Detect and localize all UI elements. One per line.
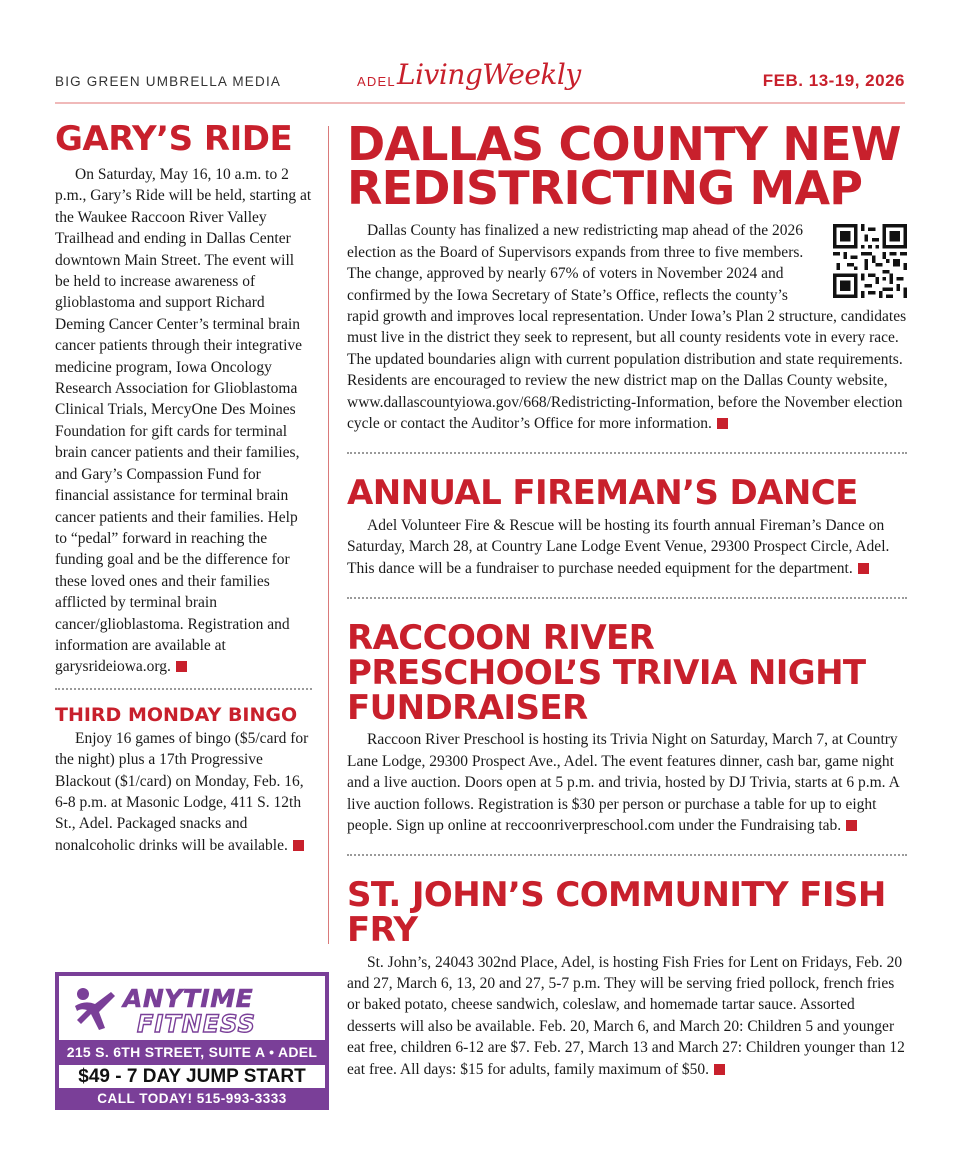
column-divider	[328, 126, 329, 944]
ad-brand-line1: ANYTIME	[123, 984, 254, 1013]
article-garys-ride	[55, 119, 312, 678]
end-mark-icon	[714, 1064, 725, 1075]
ad-address: 215 S. 6TH STREET, SUITE A • ADEL	[66, 1044, 318, 1060]
article-headline: THIRD MONDAY BINGO	[55, 703, 298, 726]
article-headline: DALLAS COUNTY NEW REDISTRICTING MAP	[347, 117, 901, 216]
article-body-text: Enjoy 16 games of bingo ($5/card for the night) plus a 17th Progressive Blackout ($1/card) on Monday, Feb. 16, 6-8 p.m. at Masonic Lodge, 411 S. 12th St., Adel. Packaged snacks and nonalcoholic drinks will be available.	[55, 729, 309, 854]
issue-date: FEB. 13-19, 2026	[762, 71, 905, 90]
end-mark-icon	[176, 661, 187, 672]
article-body-text: St. John’s, 24043 302nd Place, Adel, is hosting Fish Fries for Lent on Fridays, Feb. 20 and 27, March 6, 13, 20 and 27, 5-7 p.m. They will be serving fried pollock, french fries or baked potato, cheese sandwich, coleslaw, and homemade tartar sauce. Assorted desserts will also be available. Feb. 20, March 6, and March 20: Children 5 and younger eat free, children 6-12 are $7. Feb. 27, March 13 and March 27: Children younger than 12 eat free. All days: $15 for adults, family maximum of $50.	[347, 953, 905, 1078]
masthead-divider	[55, 102, 905, 104]
article-body	[347, 952, 907, 1080]
publication-title: LivingWeekly	[397, 58, 581, 91]
article-headline: ANNUAL FIREMAN’S DANCE	[347, 473, 858, 514]
article-divider	[347, 597, 907, 599]
article-fishfry	[347, 875, 907, 1080]
article-fireman	[347, 473, 907, 579]
article-divider	[55, 688, 312, 690]
article-headline: RACCOON RIVER PRESCHOOL’S TRIVIA NIGHT FUNDRAISER	[347, 618, 866, 728]
edition-city: ADEL	[357, 74, 396, 89]
article-body	[55, 728, 312, 856]
qr-code-icon[interactable]	[833, 224, 907, 298]
article-body	[347, 220, 907, 434]
article-headline: GARY’S RIDE	[55, 119, 293, 159]
article-body-text: On Saturday, May 16, 10 a.m. to 2 p.m., Gary’s Ride will be held, starting at the Waukee Raccoon River Valley Trailhead and ending in Dallas Center downtown Main Street. The event will be held to increase awareness of glioblastoma and support Richard Deming Cancer Center’s terminal brain cancer patients through their integrative medicine program, Iowa Oncology Research Association for Glioblastoma Clinical Trials, MercyOne Des Moines Foundation for gift cards for terminal brain cancer patients and their families, and Gary’s Compassion Fund for financial assistance for terminal brain cancer patients and their families. Help to “pedal” forward in reaching the funding goal and be the difference for these loved ones and their families afflicted by terminal brain cancer/glioblastoma. Registration and information are available at garysrideiowa.org.	[55, 166, 312, 676]
ad-brand-line2: FITNESS	[137, 1010, 256, 1038]
article-headline: ST. JOHN’S COMMUNITY FISH FRY	[347, 875, 886, 950]
left-column	[55, 119, 312, 856]
article-body-text: Adel Volunteer Fire & Rescue will be hosting its fourth annual Fireman’s Dance on Saturday, March 28, at Country Lane Lodge Event Venue, 29300 Prospect Circle, Adel. This dance will be a fundraiser to purchase needed equipment for the department.	[347, 517, 890, 577]
ad-offer: $49 - 7 DAY JUMP START	[59, 1065, 325, 1088]
article-body	[347, 729, 907, 836]
end-mark-icon	[858, 563, 869, 574]
article-divider	[347, 452, 907, 454]
article-trivia	[347, 618, 907, 836]
end-mark-icon	[717, 418, 728, 429]
right-column	[347, 117, 907, 1080]
article-bingo	[55, 703, 312, 856]
article-body-text: Dallas County has finalized a new redistricting map ahead of the 2026 election as the Board of Supervisors expands from three to five members. The change, approved by nearly 67% of voters in November 2024 and confirmed by the Iowa Secretary of State’s Office, reflects the county’s rapid growth and improves local representation. Under Iowa’s Plan 2 structure, candidates must live in the district they seek to represent, but all county residents vote in every race. The updated boundaries align with current population distribution and state requirements. Residents are encouraged to review the new district map on the Dallas County website, www.dallascountyiowa.gov/668/Redistricting-Information, before the November election cycle or contact the Auditor’s Office for more information.	[347, 222, 907, 432]
ad-phone[interactable]: CALL TODAY! 515-993-3333	[97, 1091, 287, 1106]
end-mark-icon	[846, 820, 857, 831]
article-body	[55, 164, 312, 678]
article-divider	[347, 854, 907, 856]
publisher-name: BIG GREEN UMBRELLA MEDIA	[55, 74, 282, 89]
masthead	[55, 60, 905, 106]
ad-logo-panel	[59, 976, 325, 1040]
publication-logo	[357, 60, 597, 100]
article-body-text: Raccoon River Preschool is hosting its Trivia Night on Saturday, March 7, at Country Lane Lodge, 29300 Prospect Ave., Adel. The event features dinner, cash bar, game night and a live auction. Doors open at 5 p.m. and trivia, hosted by DJ Trivia, starts at 6 p.m. A live auction follows. Registration is $30 per person or purchase a table for up to eight people. Sign up online at reccoonriverpreschool.com under the Fundraising tab.	[347, 731, 899, 834]
end-mark-icon	[293, 840, 304, 851]
running-figure-icon	[71, 984, 119, 1032]
anytime-fitness-ad[interactable]	[55, 972, 329, 1110]
article-body	[347, 515, 907, 579]
article-redistricting	[347, 117, 907, 434]
